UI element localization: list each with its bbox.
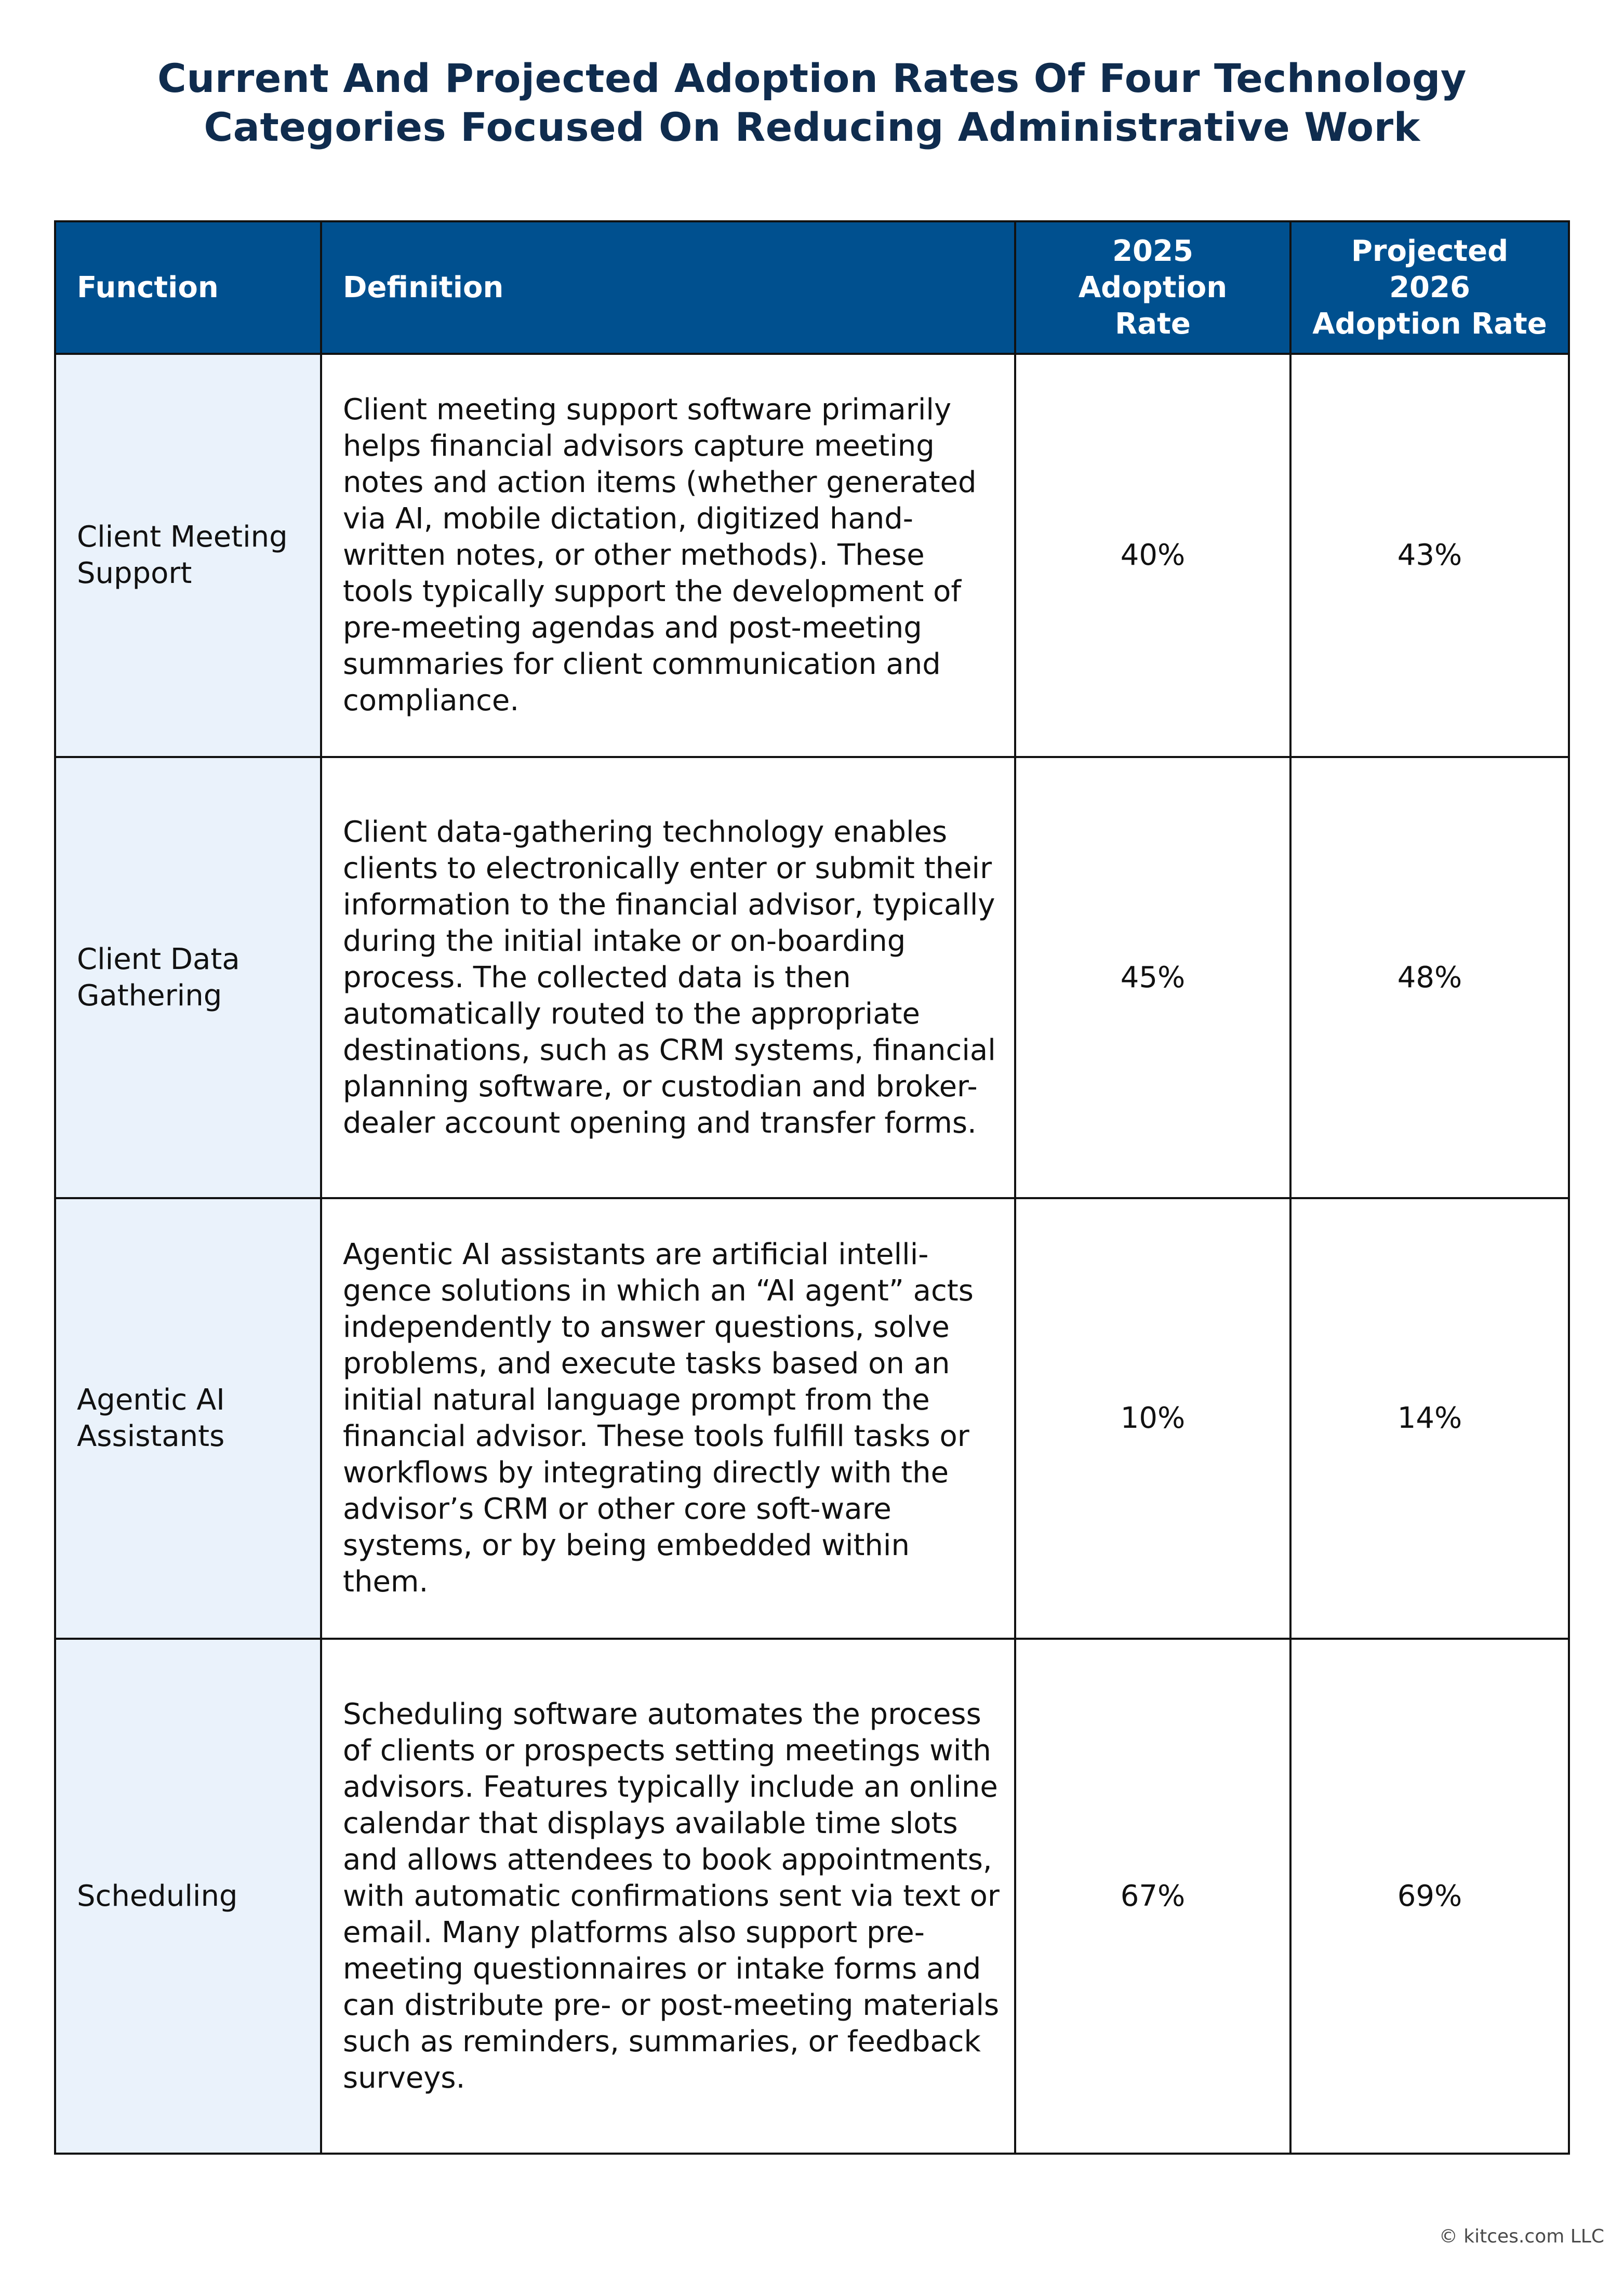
definition-cell: Scheduling software automates the process of clients or prospects setting meetings with advisors. Features typically include an online calendar that displays available time slots and allows attendees to book appointments, with automatic confirmations sent via text or email. Many platforms also support pre-meeting questionnaires or intake forms and can distribute pre- or post-meeting materials such as reminders, summaries, or feedback surveys. (321, 1639, 1015, 2154)
column-header-projected-2026-adoption-rate: Projected 2026 Adoption Rate (1290, 221, 1569, 354)
table-row (55, 1639, 1569, 2154)
function-cell: Client Meeting Support (55, 354, 321, 757)
function-cell: Client Data Gathering (55, 757, 321, 1198)
table-row (55, 1198, 1569, 1639)
column-header-definition: Definition (321, 221, 1015, 354)
page-title (0, 54, 1624, 152)
adoption-rate-2025-cell: 45% (1015, 757, 1290, 1198)
adoption-rate-2025-cell: 67% (1015, 1639, 1290, 2154)
function-cell: Scheduling (55, 1639, 321, 2154)
adoption-rate-2025-cell: 10% (1015, 1198, 1290, 1639)
page-title-line-2: Categories Focused On Reducing Administrative Work (204, 104, 1420, 150)
adoption-rate-2026-cell: 43% (1290, 354, 1569, 757)
column-header-function: Function (55, 221, 321, 354)
definition-cell: Client meeting support software primarily helps financial advisors capture meeting notes and action items (whether generated via AI, mobile dictation, digitized hand-written notes, or other methods). These tools typically support the development of pre-meeting agendas and post-meeting summaries for client communication and compliance. (321, 354, 1015, 757)
table-row (55, 757, 1569, 1198)
adoption-rate-2025-cell: 40% (1015, 354, 1290, 757)
column-header-2025-adoption-rate: 2025 Adoption Rate (1015, 221, 1290, 354)
definition-cell: Client data-gathering technology enables clients to electronically enter or submit their information to the financial advisor, typically during the initial intake or on-boarding process. The collected data is then automatically routed to the appropriate destinations, such as CRM systems, financial planning software, or custodian and broker-dealer account opening and transfer forms. (321, 757, 1015, 1198)
table-row (55, 354, 1569, 757)
adoption-rates-table (54, 220, 1570, 2155)
definition-cell: Agentic AI assistants are artificial intelli-gence solutions in which an “AI agent” acts independently to answer questions, solve problems, and execute tasks based on an initial natural language prompt from the financial advisor. These tools fulfill tasks or workflows by integrating directly with the advisor’s CRM or other core soft-ware systems, or by being embedded within them. (321, 1198, 1015, 1639)
adoption-rate-2026-cell: 48% (1290, 757, 1569, 1198)
adoption-rate-2026-cell: 14% (1290, 1198, 1569, 1639)
adoption-rate-2026-cell: 69% (1290, 1639, 1569, 2154)
table-header-row (55, 221, 1569, 354)
function-cell: Agentic AI Assistants (55, 1198, 321, 1639)
page-title-line-1: Current And Projected Adoption Rates Of Four Technology (157, 55, 1467, 101)
copyright-notice: © kitces.com LLC (1439, 2226, 1604, 2247)
